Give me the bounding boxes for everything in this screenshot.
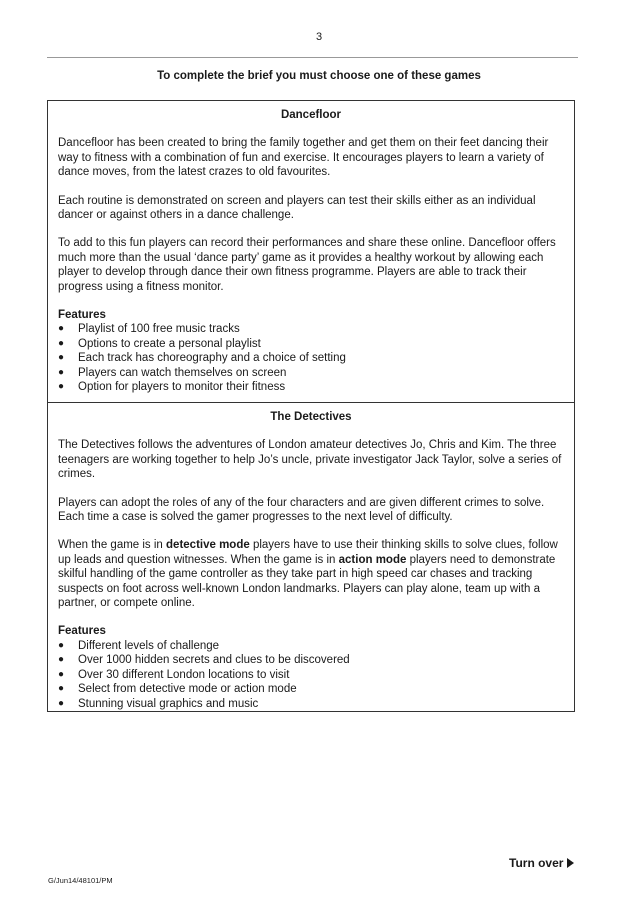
feature-item <box>58 653 564 667</box>
feature-item <box>58 337 564 351</box>
detectives-mode-paragraph <box>58 538 564 610</box>
feature-text: Playlist of 100 free music tracks <box>78 323 240 336</box>
detectives-features-heading: Features <box>58 625 106 638</box>
page-number: 3 <box>315 31 323 43</box>
feature-item <box>58 380 564 394</box>
feature-text: Option for players to monitor their fitness <box>78 381 286 394</box>
feature-text: Select from detective mode or action mode <box>78 683 297 696</box>
bullet-icon: ● <box>58 366 65 378</box>
feature-text: Stunning visual graphics and music <box>78 697 259 710</box>
feature-text: Each track has choreography and a choice of setting <box>78 352 346 365</box>
dancefloor-paragraph: Each routine is demonstrated on screen and players can test their skills either as an individual dancer or against others in a dance challenge. <box>58 194 536 222</box>
dancefloor-paragraph: Dancefloor has been created to bring the family together and get them on their feet dancing their way to fitness with a combination of fun and exercise. It encourages players to learn a variety of dance moves, from the latest crazes to old favourites. <box>58 137 549 179</box>
dancefloor-features-heading: Features <box>58 309 106 322</box>
feature-text: Players can watch themselves on screen <box>78 366 287 379</box>
dancefloor-box <box>47 100 575 403</box>
feature-text: Options to create a personal playlist <box>78 337 261 350</box>
dancefloor-paragraph: To add to this fun players can record their performances and share these online. Dancefloor offers much more than the usual ‘dance party’ game as it provides a healthy workout by allowing each player to develop through dance their own fitness programme. Players are able to track their progress using a fitness monitor. <box>58 237 556 293</box>
feature-item <box>58 322 564 336</box>
detectives-features-list <box>58 639 564 711</box>
detectives-paragraph: The Detectives follows the adventures of London amateur detectives Jo, Chris and Kim. The three teenagers are working together to help Jo’s uncle, private investigator Jack Taylor, solve a series of crimes. <box>58 439 562 481</box>
mode-text: When the game is in <box>58 539 167 552</box>
feature-item <box>58 682 564 696</box>
detectives-box <box>47 402 575 712</box>
bullet-icon: ● <box>58 381 65 393</box>
arrow-right-icon <box>567 858 574 868</box>
bullet-icon: ● <box>58 683 65 695</box>
detectives-paragraph: Players can adopt the roles of any of the four characters and are given different crimes to solve. Each time a case is solved the gamer progresses to the next level of difficulty. <box>58 496 545 524</box>
mode-text: players need to demonstrate skilful handling of the game controller as they take part in high speed car chases and tracking suspects on foot across well-known London landmarks. Players can play alone, team up with a partner, or compete online. <box>58 553 556 610</box>
bullet-icon: ● <box>58 337 65 349</box>
paper-reference-code: G/Jun14/48101/PM <box>48 876 113 885</box>
feature-item <box>58 639 564 653</box>
bullet-icon: ● <box>58 639 65 651</box>
detectives-title: The Detectives <box>270 411 352 423</box>
bullet-icon: ● <box>58 697 65 709</box>
feature-item <box>58 697 564 711</box>
action-mode-term: action mode <box>338 553 407 566</box>
detective-mode-term: detective mode <box>166 539 250 552</box>
feature-text: Over 30 different London locations to visit <box>78 668 290 681</box>
feature-text: Over 1000 hidden secrets and clues to be discovered <box>78 654 350 667</box>
bullet-icon: ● <box>58 352 65 364</box>
bullet-icon: ● <box>58 668 65 680</box>
bullet-icon: ● <box>58 323 65 335</box>
header-divider <box>47 57 578 58</box>
dancefloor-features-list <box>58 322 564 394</box>
turn-over-label: Turn over <box>509 856 564 870</box>
turn-over-note <box>509 856 574 870</box>
brief-instruction: To complete the brief you must choose one of these games <box>157 70 481 82</box>
feature-item <box>58 366 564 380</box>
feature-text: Different levels of challenge <box>78 639 220 652</box>
feature-item <box>58 351 564 365</box>
mode-text: players have to use their thinking skills to solve clues, follow up leads and question witnesses. When the game is in <box>58 539 558 566</box>
bullet-icon: ● <box>58 654 65 666</box>
dancefloor-title: Dancefloor <box>280 109 342 121</box>
feature-item <box>58 668 564 682</box>
